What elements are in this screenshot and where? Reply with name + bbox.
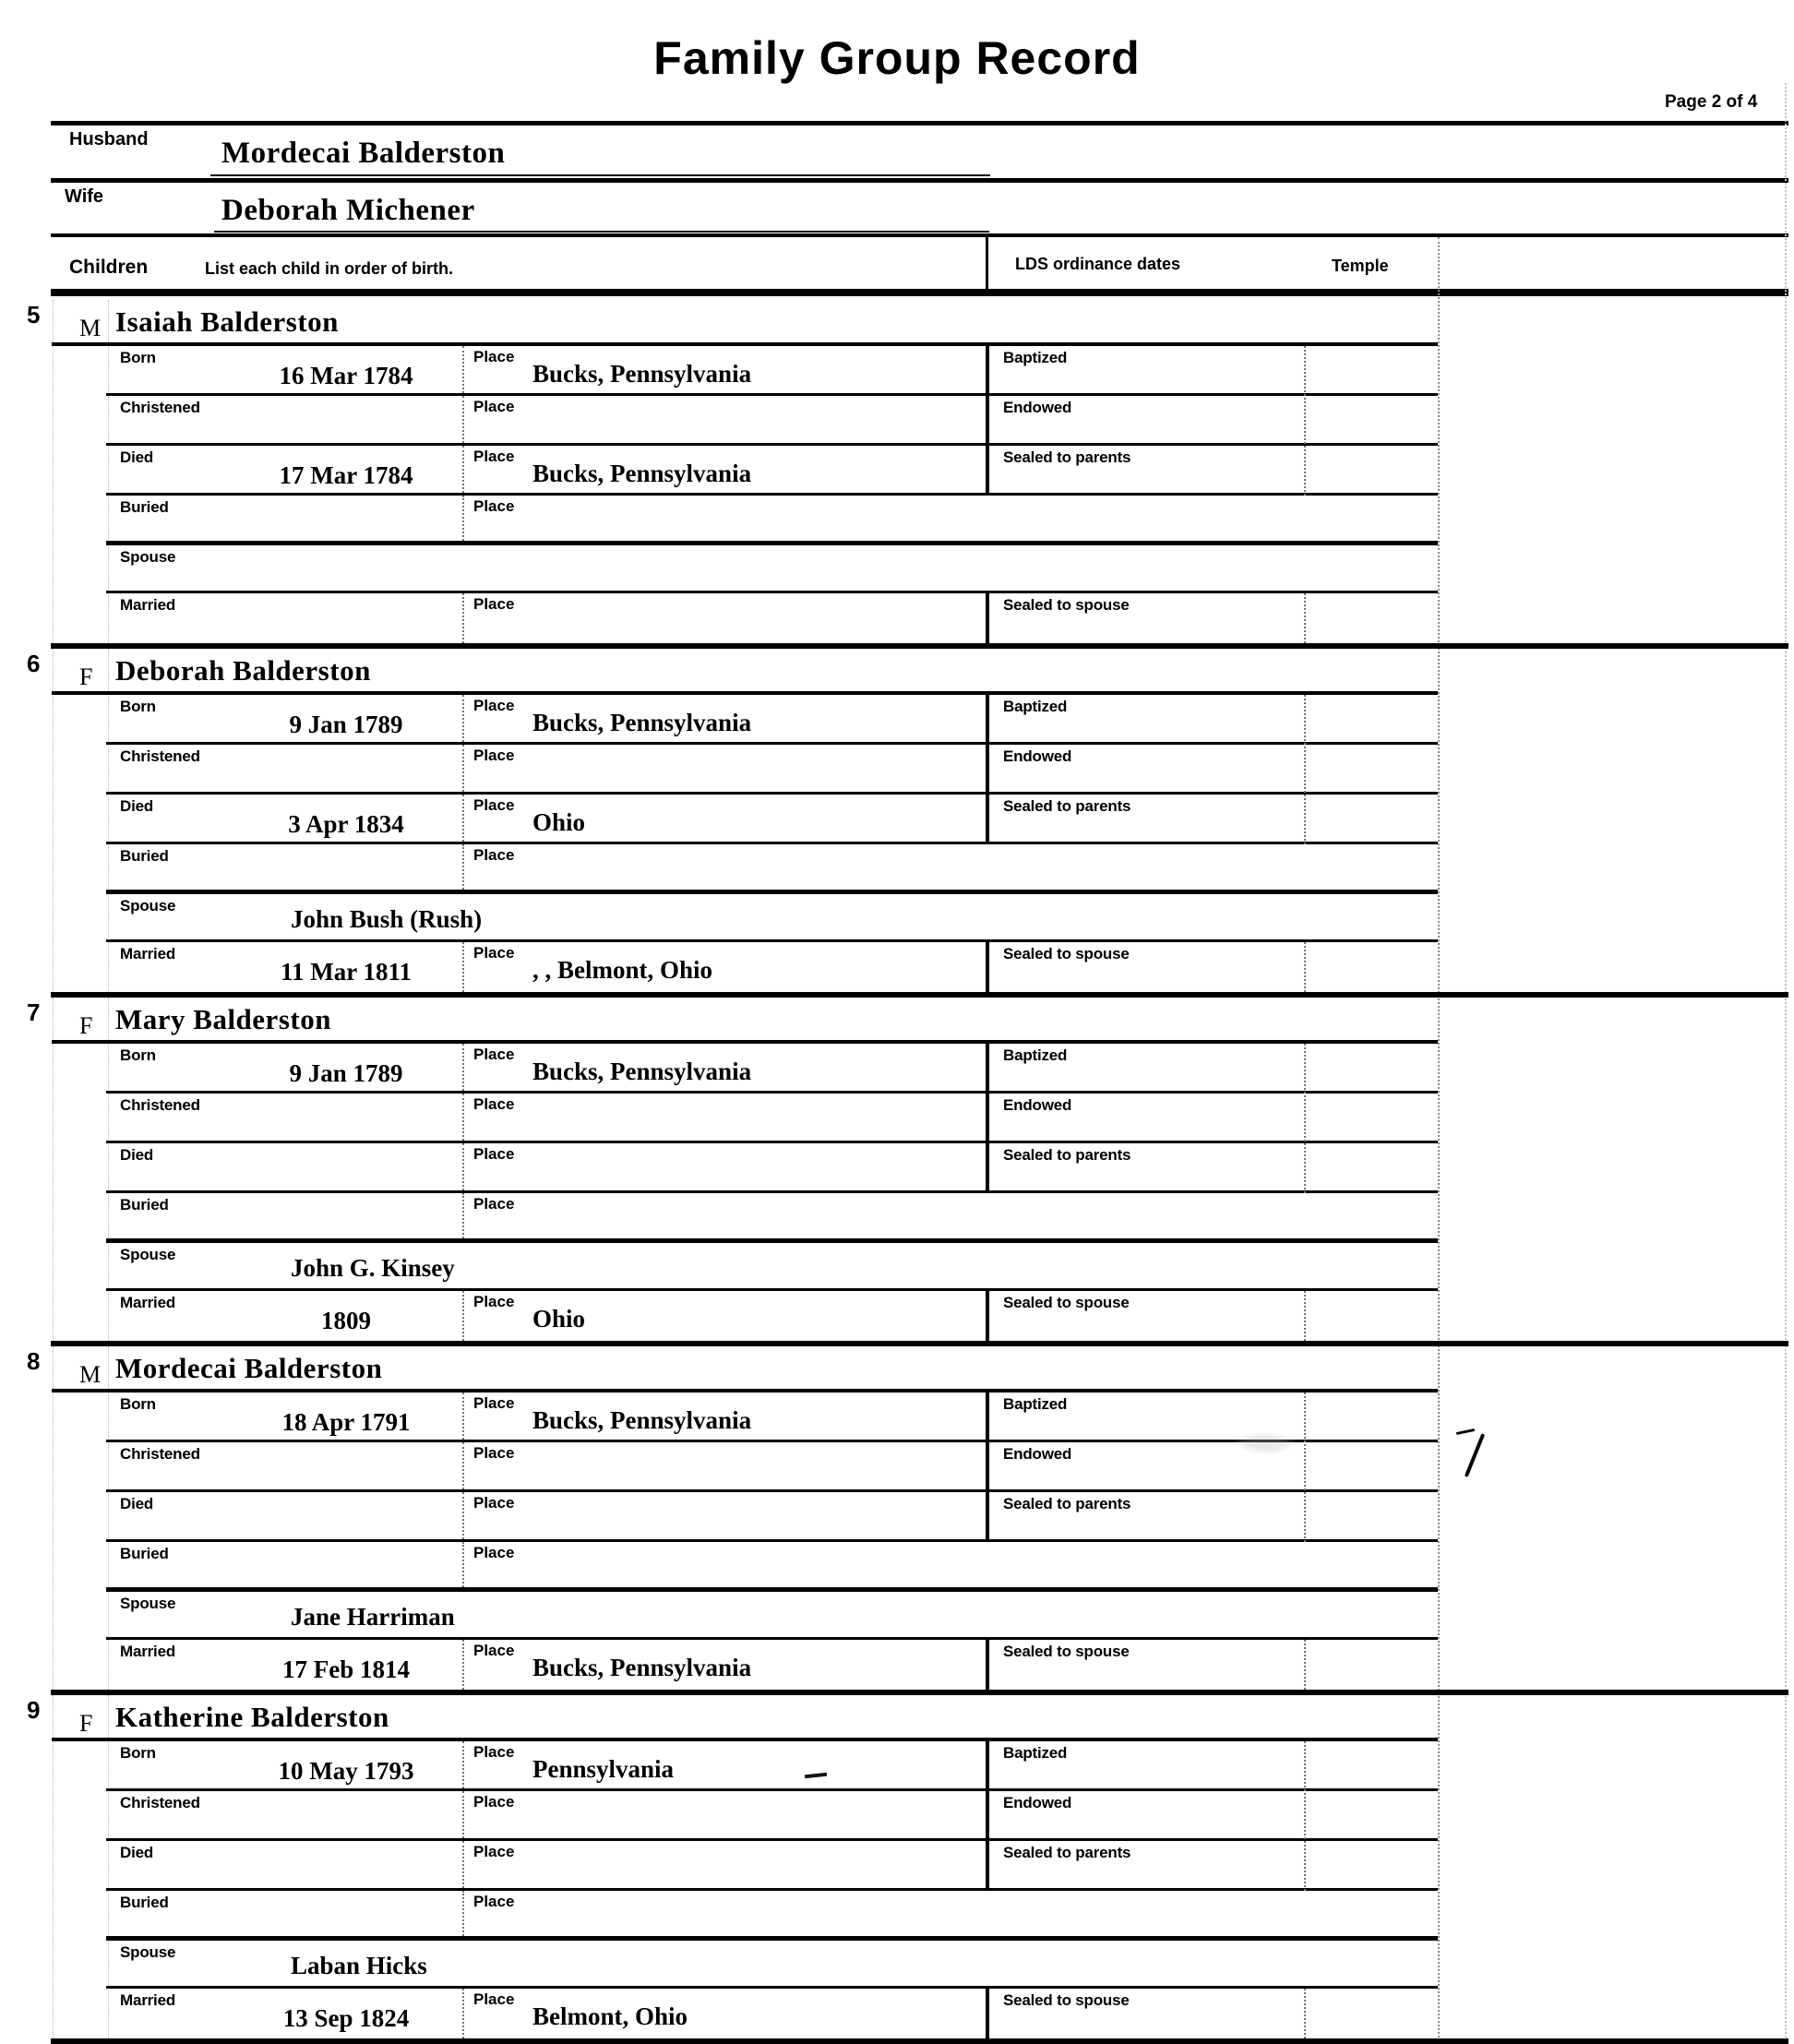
buried-row <box>106 1542 1438 1592</box>
endowed-label: Endowed <box>1003 1096 1072 1114</box>
place-divider <box>462 1841 464 1888</box>
sealed-to-parents-row <box>989 795 1438 844</box>
died-place: Bucks, Pennsylvania <box>532 460 752 487</box>
sealed-to-spouse-label: Sealed to spouse <box>1003 596 1130 614</box>
lds-ordinance-box <box>986 695 1438 844</box>
sealed-to-spouse-label: Sealed to spouse <box>1003 945 1130 962</box>
place-label: Place <box>473 398 515 415</box>
born-date: 9 Jan 1789 <box>289 711 403 738</box>
child-name: Mary Balderston <box>115 1003 331 1035</box>
baptized-label: Baptized <box>1003 1744 1068 1762</box>
child-name: Katherine Balderston <box>115 1701 389 1733</box>
place-label: Place <box>473 1843 515 1860</box>
married-label: Married <box>120 1294 176 1311</box>
sealed-to-parents-row <box>989 1841 1438 1891</box>
child-name: Mordecai Balderston <box>115 1352 383 1384</box>
endowed-row <box>989 1094 1438 1143</box>
place-label: Place <box>473 1990 515 2008</box>
spouse-row <box>106 1592 1438 1640</box>
married-date: 13 Sep 1824 <box>282 2004 410 2032</box>
married-place: Ohio <box>532 1305 586 1333</box>
place-label: Place <box>473 697 515 714</box>
spouse-label: Spouse <box>120 897 176 914</box>
children-label: Children <box>69 257 149 278</box>
married-place: Belmont, Ohio <box>532 2002 688 2030</box>
buried-row <box>106 1193 1438 1243</box>
christened-label: Christened <box>120 1096 200 1114</box>
sealed-to-parents-row <box>989 1492 1438 1542</box>
lds-column-divider <box>986 237 988 291</box>
sealed-to-parents-row <box>989 446 1438 496</box>
died-label: Died <box>120 1844 154 1861</box>
page-number: Page 2 of 4 <box>1665 92 1758 112</box>
children-instruction: List each child in order of birth. <box>205 259 454 278</box>
died-date: 17 Mar 1784 <box>279 461 413 489</box>
spouse-row <box>106 1243 1438 1291</box>
born-label: Born <box>120 1744 156 1762</box>
temple-header: Temple <box>1332 257 1389 275</box>
child-sex: F <box>79 1012 93 1039</box>
place-divider <box>462 1044 464 1091</box>
sealed-to-spouse-cell <box>986 593 1438 643</box>
spouse-row <box>106 545 1438 593</box>
place-divider <box>462 1193 464 1238</box>
place-label: Place <box>473 1095 515 1113</box>
died-label: Died <box>120 1146 154 1164</box>
born-date: 10 May 1793 <box>278 1757 414 1785</box>
endowed-label: Endowed <box>1003 399 1072 416</box>
died-label: Died <box>120 448 154 466</box>
place-divider <box>462 795 464 842</box>
endowed-label: Endowed <box>1003 747 1072 765</box>
sealed-to-spouse-label: Sealed to spouse <box>1003 1643 1130 1660</box>
spouse-row <box>106 1941 1438 1989</box>
place-label: Place <box>473 1642 515 1659</box>
place-divider <box>462 1891 464 1936</box>
wife-underline <box>214 231 989 233</box>
sealed-to-spouse-cell <box>986 1989 1438 2038</box>
sealed-to-spouse-cell <box>986 1291 1438 1341</box>
lds-ordinance-box <box>986 346 1438 496</box>
place-divider <box>462 593 464 643</box>
born-place: Bucks, Pennsylvania <box>532 1058 752 1085</box>
sealed-to-spouse-cell <box>986 942 1438 992</box>
place-divider <box>462 346 464 393</box>
spouse-name: John G. Kinsey <box>291 1254 455 1282</box>
spouse-label: Spouse <box>120 548 176 566</box>
born-label: Born <box>120 1046 156 1064</box>
buried-row <box>106 1891 1438 1941</box>
lds-ordinance-box <box>986 1044 1438 1193</box>
column-guide <box>53 1346 54 1690</box>
married-label: Married <box>120 945 176 962</box>
place-divider <box>462 1291 464 1341</box>
endowed-row <box>989 745 1438 795</box>
place-divider <box>462 446 464 493</box>
place-label: Place <box>473 846 515 864</box>
buried-label: Buried <box>120 1196 169 1213</box>
sealed-to-spouse-label: Sealed to spouse <box>1003 1294 1130 1311</box>
died-date: 3 Apr 1834 <box>288 810 404 838</box>
place-label: Place <box>473 1743 515 1761</box>
child-sex: F <box>79 663 93 690</box>
child-number: 5 <box>27 301 41 329</box>
sealed-to-parents-label: Sealed to parents <box>1003 1146 1131 1164</box>
column-guide <box>53 300 54 643</box>
married-label: Married <box>120 1991 176 2009</box>
place-label: Place <box>473 1494 515 1512</box>
baptized-row <box>989 695 1438 745</box>
place-divider <box>462 1640 464 1690</box>
sealed-to-parents-label: Sealed to parents <box>1003 1844 1131 1861</box>
spouse-name: John Bush (Rush) <box>291 905 483 933</box>
column-guide <box>53 649 54 992</box>
married-place: Bucks, Pennsylvania <box>532 1654 752 1681</box>
children-header-rule <box>51 289 1788 296</box>
buried-row <box>106 844 1438 894</box>
sealed-to-parents-label: Sealed to parents <box>1003 1495 1131 1512</box>
child-name: Isaiah Balderston <box>115 305 339 338</box>
sealed-to-parents-row <box>989 1143 1438 1193</box>
endowed-row <box>989 1442 1438 1492</box>
child-record-8 <box>27 1346 1788 1695</box>
baptized-label: Baptized <box>1003 698 1068 715</box>
scan-smudge <box>1233 1430 1298 1456</box>
spouse-row <box>106 894 1438 942</box>
married-label: Married <box>120 1643 176 1660</box>
sealed-to-spouse-cell <box>986 1640 1438 1690</box>
child-number: 8 <box>27 1347 41 1375</box>
born-date: 9 Jan 1789 <box>289 1059 403 1087</box>
buried-label: Buried <box>120 1545 169 1562</box>
place-divider <box>462 496 464 541</box>
place-divider <box>462 1393 464 1440</box>
wife-rule <box>51 233 1788 237</box>
place-label: Place <box>473 1444 515 1462</box>
endowed-row <box>989 396 1438 446</box>
child-sex: M <box>79 1361 102 1388</box>
place-divider <box>462 1492 464 1539</box>
born-label: Born <box>120 1395 156 1413</box>
lds-ordinance-dates-header: LDS ordinance dates <box>1015 255 1181 273</box>
baptized-row <box>989 1044 1438 1094</box>
place-label: Place <box>473 348 515 365</box>
child-number: 6 <box>27 650 41 677</box>
spouse-name: Jane Harriman <box>291 1603 455 1631</box>
place-label: Place <box>473 1145 515 1163</box>
place-divider <box>462 745 464 792</box>
place-divider <box>462 1442 464 1489</box>
child-number: 9 <box>27 1696 41 1724</box>
place-divider <box>462 1989 464 2038</box>
husband-name: Mordecai Balderston <box>221 137 506 170</box>
buried-label: Buried <box>120 1894 169 1911</box>
place-divider <box>462 1542 464 1587</box>
place-label: Place <box>473 1293 515 1310</box>
husband-underline <box>210 174 990 176</box>
child-record-6 <box>27 649 1788 998</box>
baptized-label: Baptized <box>1003 1046 1068 1064</box>
christened-label: Christened <box>120 1794 200 1811</box>
married-place: , , Belmont, Ohio <box>532 956 713 984</box>
place-divider <box>462 942 464 992</box>
place-divider <box>462 1143 464 1190</box>
baptized-label: Baptized <box>1003 1395 1068 1413</box>
column-guide <box>53 1695 54 2038</box>
christened-label: Christened <box>120 747 200 765</box>
sealed-to-parents-label: Sealed to parents <box>1003 448 1131 466</box>
child-record-5 <box>27 300 1788 649</box>
place-divider <box>462 1791 464 1838</box>
place-label: Place <box>473 1394 515 1412</box>
child-sex: F <box>79 1710 93 1737</box>
born-place: Bucks, Pennsylvania <box>532 709 752 736</box>
spouse-label: Spouse <box>120 1943 176 1961</box>
child-sex: M <box>79 315 102 341</box>
place-label: Place <box>473 1893 515 1910</box>
lds-ordinance-box <box>986 1393 1438 1542</box>
sealed-to-spouse-label: Sealed to spouse <box>1003 1991 1130 2009</box>
place-label: Place <box>473 1046 515 1063</box>
husband-label: Husband <box>69 129 149 149</box>
christened-label: Christened <box>120 1445 200 1463</box>
born-place: Bucks, Pennsylvania <box>532 1406 752 1434</box>
baptized-row <box>989 1393 1438 1442</box>
spouse-name: Laban Hicks <box>291 1952 427 1979</box>
baptized-row <box>989 1741 1438 1791</box>
wife-label: Wife <box>65 186 104 207</box>
place-label: Place <box>473 448 515 465</box>
buried-row <box>106 496 1438 545</box>
place-label: Place <box>473 497 515 515</box>
died-label: Died <box>120 1495 154 1512</box>
endowed-label: Endowed <box>1003 1794 1072 1811</box>
place-divider <box>462 1094 464 1141</box>
born-date: 16 Mar 1784 <box>279 362 413 389</box>
endowed-label: Endowed <box>1003 1445 1072 1463</box>
married-date: 17 Feb 1814 <box>282 1656 410 1683</box>
buried-label: Buried <box>120 847 169 865</box>
born-place: Pennsylvania <box>532 1755 675 1783</box>
place-divider <box>462 844 464 890</box>
christened-label: Christened <box>120 399 200 416</box>
baptized-label: Baptized <box>1003 349 1068 366</box>
lds-ordinance-box <box>986 1741 1438 1891</box>
married-label: Married <box>120 596 176 614</box>
spouse-label: Spouse <box>120 1246 176 1263</box>
place-label: Place <box>473 1195 515 1213</box>
place-label: Place <box>473 1793 515 1811</box>
married-date: 11 Mar 1811 <box>280 958 412 986</box>
endowed-row <box>989 1791 1438 1841</box>
born-date: 18 Apr 1791 <box>281 1408 411 1436</box>
place-label: Place <box>473 747 515 764</box>
table-top-rule <box>51 121 1788 126</box>
place-divider <box>462 695 464 742</box>
born-place: Bucks, Pennsylvania <box>532 360 752 388</box>
child-record-7 <box>27 998 1788 1346</box>
married-date: 1809 <box>321 1307 371 1334</box>
baptized-row <box>989 346 1438 396</box>
sealed-to-parents-label: Sealed to parents <box>1003 797 1131 815</box>
buried-label: Buried <box>120 498 169 516</box>
child-name: Deborah Balderston <box>115 654 371 687</box>
child-number: 7 <box>27 998 41 1026</box>
child-record-9 <box>27 1695 1788 2044</box>
wife-name: Deborah Michener <box>221 194 475 227</box>
spouse-label: Spouse <box>120 1595 176 1612</box>
column-guide <box>53 998 54 1341</box>
place-label: Place <box>473 1544 515 1561</box>
died-place: Ohio <box>532 808 586 836</box>
born-label: Born <box>120 698 156 715</box>
page-title: Family Group Record <box>653 32 1141 84</box>
place-label: Place <box>473 595 515 613</box>
born-label: Born <box>120 349 156 366</box>
place-divider <box>462 1741 464 1788</box>
place-label: Place <box>473 796 515 814</box>
died-label: Died <box>120 797 154 815</box>
place-divider <box>462 396 464 443</box>
place-label: Place <box>473 944 515 962</box>
husband-rule <box>51 178 1788 183</box>
